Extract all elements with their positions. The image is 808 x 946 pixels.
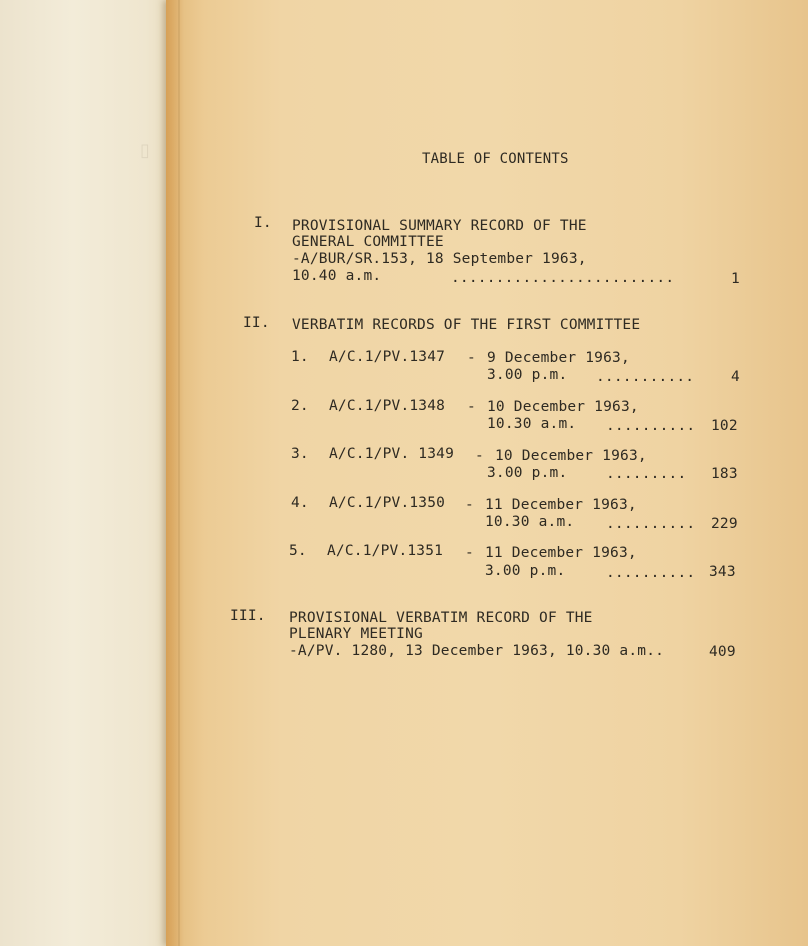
entry-2-page: 102 <box>711 418 738 434</box>
entry-5-date: 11 December 1963, <box>485 545 637 561</box>
entry-3-date: 10 December 1963, <box>495 448 647 464</box>
entry-5-separator: - <box>465 545 474 561</box>
entry-1-time: 3.00 p.m. <box>487 367 568 383</box>
entry-4-page: 229 <box>711 516 738 532</box>
section-2-heading: VERBATIM RECORDS OF THE FIRST COMMITTEE <box>292 317 641 333</box>
section-3-line-1: PROVISIONAL VERBATIM RECORD OF THE <box>289 610 593 626</box>
section-3-page: 409 <box>709 644 736 660</box>
entry-4-ref: A/C.1/PV.1350 <box>329 495 446 511</box>
entry-3-ref: A/C.1/PV. 1349 <box>329 446 455 462</box>
entry-1-page: 4 <box>731 369 740 385</box>
entry-1-date: 9 December 1963, <box>487 350 630 366</box>
entry-2-ref: A/C.1/PV.1348 <box>329 398 446 414</box>
entry-5-time: 3.00 p.m. <box>485 563 566 579</box>
section-1-numeral: I. <box>254 215 272 231</box>
entry-1-ref: A/C.1/PV.1347 <box>329 349 446 365</box>
entry-2-time: 10.30 a.m. <box>487 416 577 432</box>
section-3-line-3: -A/PV. 1280, 13 December 1963, 10.30 a.m.. <box>289 643 665 659</box>
section-1-line-3: -A/BUR/SR.153, 18 September 1963, <box>292 251 587 267</box>
page-title: TABLE OF CONTENTS <box>422 151 569 167</box>
entry-4-date: 11 December 1963, <box>485 497 637 513</box>
entry-2-date: 10 December 1963, <box>487 399 639 415</box>
entry-1-separator: - <box>467 350 476 366</box>
entry-1-number: 1. <box>291 349 309 365</box>
entry-3-time: 3.00 p.m. <box>487 465 568 481</box>
entry-3-page: 183 <box>711 466 738 482</box>
entry-4-number: 4. <box>291 495 309 511</box>
section-1-time: 10.40 a.m. <box>292 268 382 284</box>
page-fold <box>178 0 180 946</box>
entry-5-ref: A/C.1/PV.1351 <box>327 543 444 559</box>
entry-3-number: 3. <box>291 446 309 462</box>
bleed-through-mark: ▯ <box>140 140 150 161</box>
entry-2-number: 2. <box>291 398 309 414</box>
section-3-numeral: III. <box>230 608 266 624</box>
entry-5-leader-dots: .......... <box>606 565 696 581</box>
entry-4-time: 10.30 a.m. <box>485 514 575 530</box>
left-adjacent-page <box>0 0 182 946</box>
section-1-line-2: GENERAL COMMITTEE <box>292 234 444 250</box>
entry-3-leader-dots: ......... <box>606 466 687 482</box>
entry-1-leader-dots: ........... <box>596 369 695 385</box>
entry-4-separator: - <box>465 497 474 513</box>
entry-5-number: 5. <box>289 543 307 559</box>
entry-4-leader-dots: .......... <box>606 516 696 532</box>
entry-3-separator: - <box>475 448 484 464</box>
entry-2-separator: - <box>467 399 476 415</box>
section-1-line-1: PROVISIONAL SUMMARY RECORD OF THE <box>292 218 587 234</box>
section-3-line-2: PLENARY MEETING <box>289 626 423 642</box>
entry-5-page: 343 <box>709 564 736 580</box>
section-2-numeral: II. <box>243 315 270 331</box>
section-1-leader-dots: ......................... <box>451 270 675 286</box>
entry-2-leader-dots: .......... <box>606 418 696 434</box>
section-1-page: 1 <box>731 271 740 287</box>
